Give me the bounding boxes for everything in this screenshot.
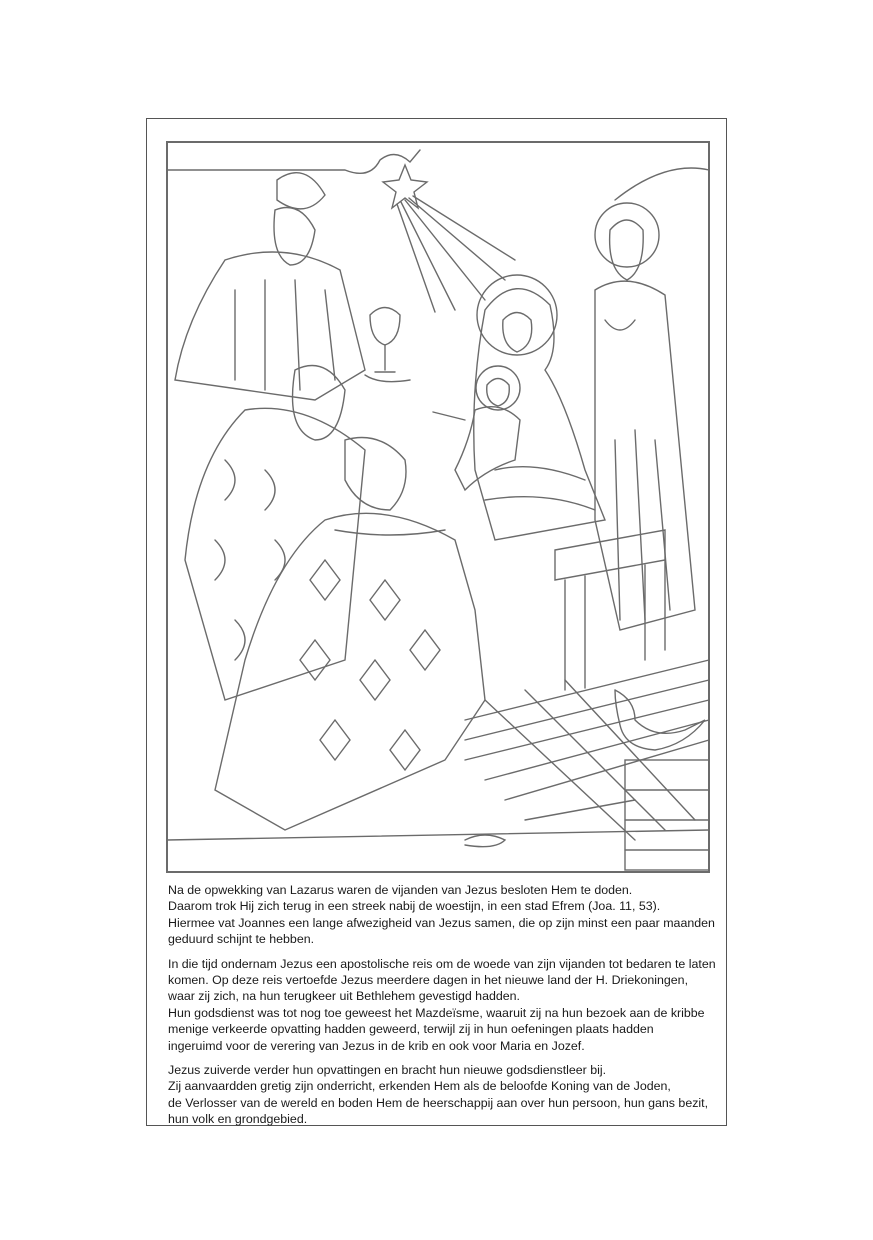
- text-line: waar zij zich, na hun terugkeer uit Bethlehem gevestigd hadden.: [168, 989, 520, 1004]
- text-line: menige verkeerde opvatting hadden geweerd, terwijl zij in hun oefeningen plaats hadden: [168, 1022, 654, 1037]
- text-line: ingeruimd voor de verering van Jezus in de krib en ook voor Maria en Jozef.: [168, 1038, 585, 1053]
- text-line: Na de opwekking van Lazarus waren de vijanden van Jezus besloten Hem te doden.: [168, 883, 633, 897]
- text-line: de Verlosser van de wereld en boden Hem de heerschappij aan over hun persoon, hun gans bezit,: [168, 1095, 709, 1110]
- text-line: In die tijd ondernam Jezus een apostolische reis om de woede van zijn vijanden tot bedaren te laten: [168, 956, 716, 971]
- text-line: Zij aanvaardden gretig zijn onderricht, erkenden Hem als de beloofde Koning van de Joden,: [168, 1079, 671, 1094]
- nativity-illustration: [165, 140, 711, 874]
- nativity-engraving-icon: [165, 140, 711, 874]
- text-line: geduurd schijnt te hebben.: [168, 932, 315, 947]
- text-line: Hiermee vat Joannes een lange afwezigheid van Jezus samen, die op zijn minst een paar maanden: [168, 915, 715, 930]
- text-line: Hun godsdienst was tot nog toe geweest het Mazdeïsme, waaruit zij na hun bezoek aan de kribbe: [168, 1005, 705, 1020]
- paragraph-2: [168, 956, 716, 1054]
- text-line: Jezus zuiverde verder hun opvattingen en bracht hun nieuwe godsdienstleer bij.: [168, 1063, 607, 1078]
- text-line: Daarom trok Hij zich terug in een streek nabij de woestijn, in een stad Efrem (Joa. 11, 53).: [168, 899, 661, 914]
- text-line: komen. Op deze reis vertoefde Jezus meerdere dagen in het nieuwe land der H. Driekoningen,: [168, 973, 689, 988]
- paragraph-3: [168, 1062, 716, 1128]
- body-text: [168, 882, 716, 1136]
- paragraph-1: [168, 882, 716, 948]
- text-line: hun volk en grondgebied.: [168, 1112, 308, 1127]
